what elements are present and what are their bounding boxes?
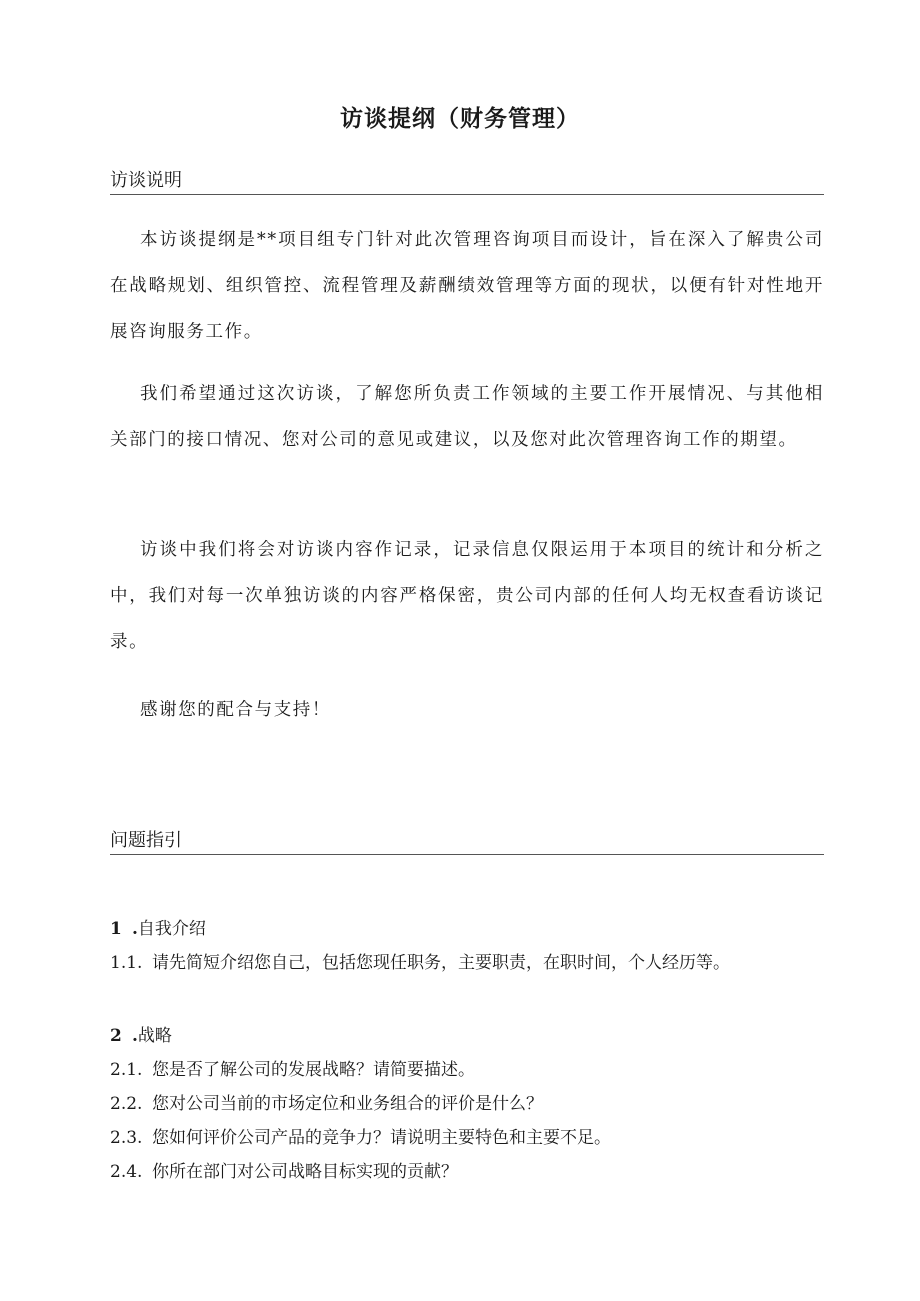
question-number: 2.2. <box>110 1094 143 1114</box>
question-item <box>110 946 824 980</box>
question-item <box>110 1087 824 1121</box>
question-number: 2.4. <box>110 1162 143 1182</box>
document-title: 访谈提纲（财务管理） <box>340 106 580 132</box>
question-text: 请先简短介绍您自己，包括您现任职务，主要职责，在职时间，个人经历等。 <box>152 953 730 973</box>
question-number: 1.1. <box>110 953 143 973</box>
question-item <box>110 1121 824 1155</box>
thanks-paragraph: 感谢您的配合与支持！ <box>140 700 331 720</box>
section-title: 战略 <box>137 1026 172 1046</box>
section-number: 2 <box>110 1026 122 1046</box>
question-text: 您是否了解公司的发展战略？请简要描述。 <box>152 1060 475 1080</box>
question-text: 您如何评价公司产品的竞争力？请说明主要特色和主要不足。 <box>152 1128 611 1148</box>
intro-paragraph: 本访谈提纲是**项目组专门针对此次管理咨询项目而设计，旨在深入了解贵公司在战略规划、组织管控、流程管理及薪酬绩效管理等方面的现状，以便有针对性地开展咨询服务工作。 <box>110 230 824 342</box>
question-item <box>110 1053 824 1087</box>
section-title: 自我介绍 <box>137 919 206 939</box>
section-separator: . <box>132 919 138 939</box>
question-text: 您对公司当前的市场定位和业务组合的评价是什么？ <box>152 1094 543 1114</box>
intro-paragraph: 我们希望通过这次访谈，了解您所负责工作领域的主要工作开展情况、与其他相关部门的接口情况、您对公司的意见或建议，以及您对此次管理咨询工作的期望。 <box>110 384 824 450</box>
question-number: 2.3. <box>110 1128 143 1148</box>
question-number: 2.1. <box>110 1060 143 1080</box>
question-item <box>110 1155 824 1189</box>
intro-paragraph: 访谈中我们将会对访谈内容作记录，记录信息仅限运用于本项目的统计和分析之中，我们对每一次单独访谈的内容严格保密，贵公司内部的任何人均无权查看访谈记录。 <box>110 540 824 652</box>
guide-section-header: 问题指引 <box>110 826 824 855</box>
question-section-heading <box>110 1019 824 1053</box>
question-section-self-intro <box>110 912 824 980</box>
question-section-strategy <box>110 1019 824 1189</box>
question-text: 你所在部门对公司战略目标实现的贡献？ <box>152 1162 458 1182</box>
intro-section-header: 访谈说明 <box>110 166 824 195</box>
question-section-heading <box>110 912 824 946</box>
section-number: 1 <box>110 919 122 939</box>
section-separator: . <box>132 1026 138 1046</box>
